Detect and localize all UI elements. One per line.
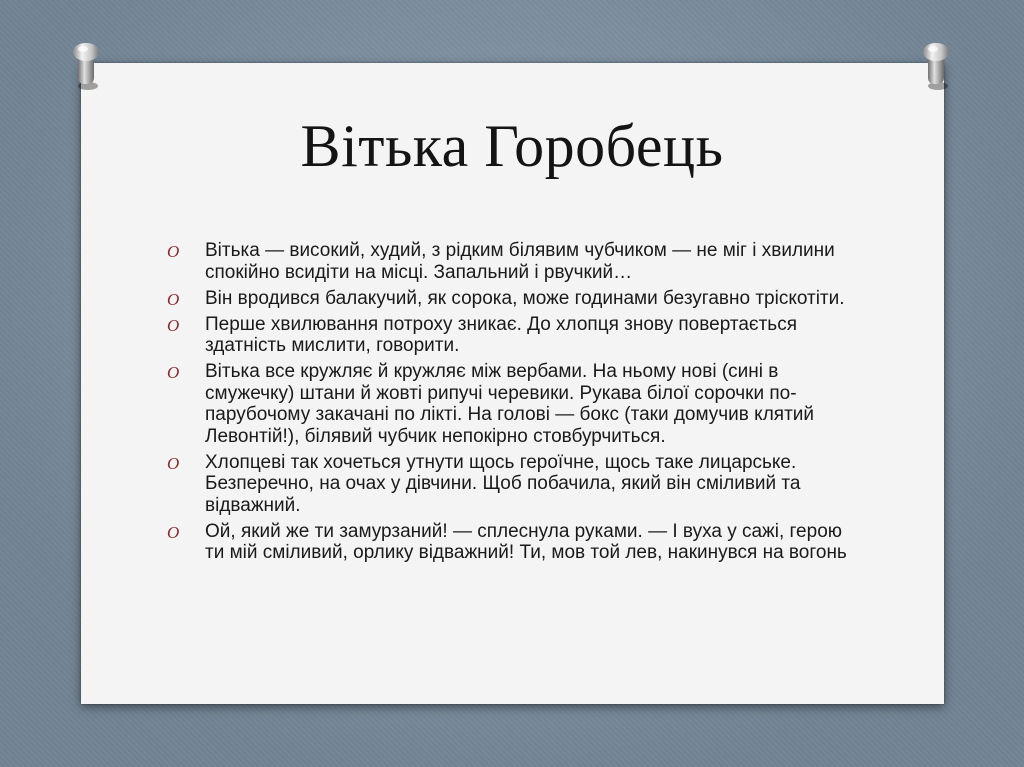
bullet-text: Хлопцеві так хочеться утнути щось героїчне, щось таке лицарське. Безперечно, на очах у дівчини. Щоб побачила, який він сміливий та відважний. [205,451,801,516]
bullet-marker-icon: O [167,315,180,335]
bullet-list [167,240,857,568]
pushpin-icon [918,40,954,92]
slide-title: Вітька Горобець [300,113,724,179]
bullet-text: Ой, який же ти замурзаний! — сплеснула руками. — І вуха у сажі, герою ти мій сміливий, орлику відважний! Ти, мов той лев, накинувся на вогонь [205,520,847,563]
bullet-marker-icon: O [167,453,180,473]
bullet-item [167,314,857,357]
bullet-marker-icon: O [167,242,180,261]
bullet-item [167,240,857,283]
bullet-text: Вітька — високий, худий, з рідким білявим чубчиком — не міг і хвилини спокійно всидіти на місці. Запальний і рвучкий… [205,240,835,283]
bullet-item [167,521,857,564]
bullet-item [167,288,857,310]
bullet-item [167,452,857,517]
bullet-marker-icon: O [167,363,180,382]
bullet-item [167,361,857,447]
bullet-text: Перше хвилювання потроху зникає. До хлопця знову повертається здатність мислити, говорити. [205,313,797,356]
pushpin-icon [68,40,104,92]
bullet-marker-icon: O [167,289,180,309]
bullet-marker-icon: O [167,522,180,542]
bullet-text: Він вродився балакучий, як сорока, може годинами безугавно тріскотіти. [205,287,845,309]
bullet-text: Вітька все кружляє й кружляє між вербами. На ньому нові (сині в смужечку) штани й жовті рипучі черевики. Рукава білої сорочки по-парубочому закачані по лікті. На голові — бокс (таки домучив клятий Левонтій!), білявий чубчик непокірно стовбурчиться. [205,361,814,447]
